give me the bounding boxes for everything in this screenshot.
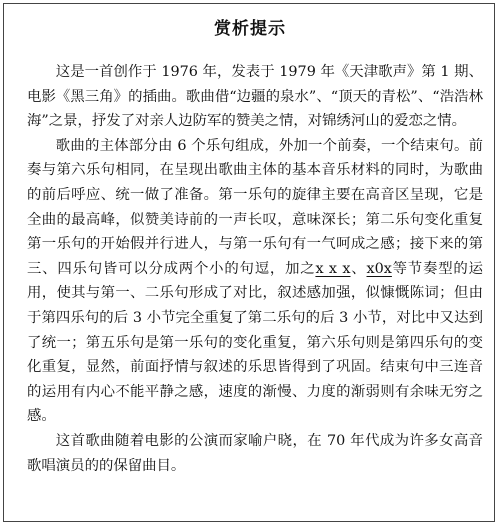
text-run: 等节奏型的运用，使其与第一、二乐句形成了对比，叙述感加强，似慷慨陈词；但由于第四乐句的后 3 小节完全重复了第二乐句的后 3 小节，对比中又达到了统一；第五乐句是第一乐句的变化重复，第六乐句则是第四乐句的变化重复，显然，前面抒情与叙述的乐思皆得到了巩固。结束句中三连音的运用有内心不能平静之感，速度的渐慢、力度的渐弱则有余味无穷之感。 [27, 260, 483, 425]
paragraph-reception [27, 429, 483, 478]
rhythm-pattern-triple: x x x [315, 260, 351, 277]
paragraph-intro [27, 60, 483, 134]
paragraph-structure [27, 134, 483, 429]
rhythm-pattern-rest: x0x [366, 260, 392, 277]
article-body [27, 60, 483, 478]
page-title: 赏析提示 [214, 19, 286, 39]
text-run: 这是一首创作于 1976 年，发表于 1979 年《天津歌声》第 1 期、电影《黑三角》的插曲。歌曲借“边疆的泉水”、“顶天的青松”、“浩浩林海”之景，抒发了对亲人边防军的赞美之情，对锦绣河山的爱恋之情。 [27, 64, 483, 130]
text-run: 这首歌曲随着电影的公演而家喻户晓，在 70 年代成为许多女高音歌唱演员的的保留曲目。 [27, 432, 483, 474]
text-run: 歌曲的主体部分由 6 个乐句组成，外加一个前奏，一个结束句。前奏与第六乐句相同，在呈现出歌曲主体的基本音乐材料的同时，为歌曲的前后呼应、统一做了准备。第一乐句的旋律主要在高音区呈现，它是全曲的最高峰，似赞美诗前的一声长叹，意味深长；第二乐句变化重复第一乐句的开始假并行进人，与第一乐句有一气呵成之感；接下来的第三、四乐句皆可以分成两个小的句逗，加之 [27, 137, 483, 277]
text-run: 、 [350, 260, 367, 277]
